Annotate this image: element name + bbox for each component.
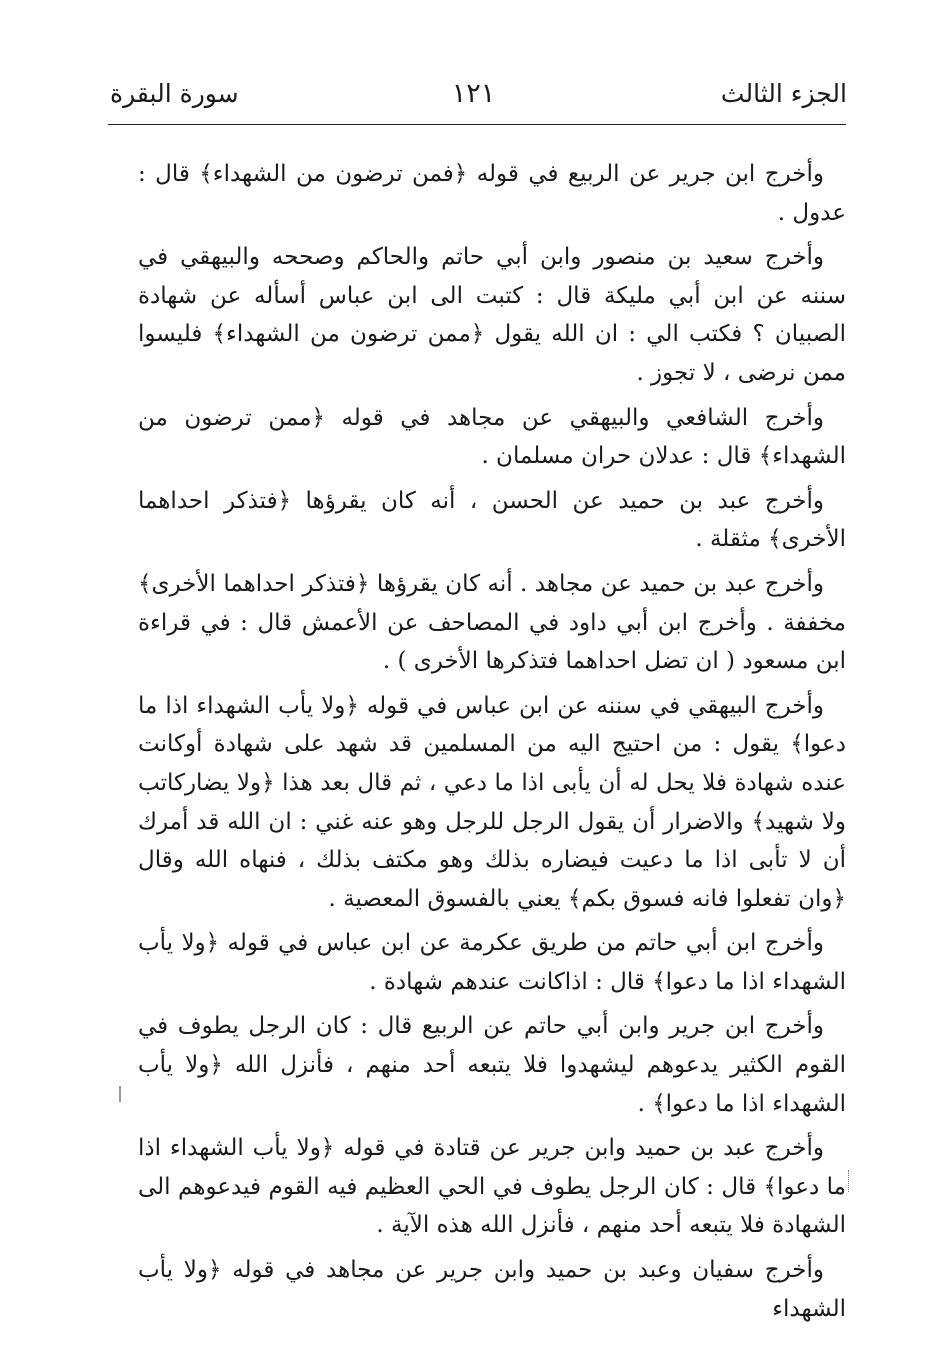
page-body [138, 155, 846, 1334]
paragraph-4: وأخرج عبد بن حميد عن الحسن ، أنه كان يقرؤها ﴿فتذكر احداهما الأخرى﴾ مثقلة . [138, 487, 846, 553]
paragraph-10: وأخرج سفيان وعبد بن حميد وابن جرير عن مجاهد في قوله ﴿ولا يأب الشهداء [138, 1257, 846, 1322]
page-number: ١٢١ [451, 78, 496, 109]
scan-margin-mark [119, 1086, 121, 1102]
paragraph-5: وأخرج عبد بن حميد عن مجاهد . أنه كان يقرؤها ﴿فتذكر احداهما الأخرى﴾ مخففة . وأخرج ابن أبي داود في المصاحف عن الأعمش قال : في قراءة ابن مسعود ( ان تضل احداهما فتذكرها الأخرى ) . [138, 570, 846, 675]
paragraph-6: وأخرج البيهقي في سننه عن ابن عباس في قوله ﴿ولا يأب الشهداء اذا ما دعوا﴾ يقول : من احتيج اليه من المسلمين قد شهد على شهادة أوكانت عنده شهادة فلا يحل له أن يأبى اذا ما دعي ، ثم قال بعد هذا ﴿ولا يضاركاتب ولا شهيد﴾ والاضرار أن يقول الرجل للرجل وهو عنه غني : ان الله قد أمرك أن لا تأبى اذا ما دعيت فيضاره بذلك وهو مكتف بذلك ، فنهاه الله وقال ﴿وان تفعلوا فانه فسوق بكم﴾ يعني بالفسوق المعصية . [138, 692, 846, 912]
running-header-surah: سورة البقرة [110, 79, 239, 108]
paragraph-3: وأخرج الشافعي والبيهقي عن مجاهد في قوله ﴿ممن ترضون من الشهداء﴾ قال : عدلان حران مسلمان . [138, 404, 846, 470]
header-rule [108, 124, 846, 125]
scan-margin-dots [848, 1170, 852, 1192]
paragraph-7: وأخرج ابن أبي حاتم من طريق عكرمة عن ابن عباس في قوله ﴿ولا يأب الشهداء اذا ما دعوا﴾ قال : اذاكانت عندهم شهادة . [138, 930, 846, 995]
paragraph-9: وأخرج عبد بن حميد وابن جرير عن قتادة في قوله ﴿ولا يأب الشهداء اذا ما دعوا﴾ قال : كان الرجل يطوف في الحي العظيم فيه القوم فيدعوهم الى الشهادة فلا يتبعه أحد منهم ، فأنزل الله هذه الآية . [138, 1135, 846, 1239]
paragraph-8: وأخرج ابن جرير وابن أبي حاتم عن الربيع قال : كان الرجل يطوف في القوم الكثير يدعوهم ليشهدوا فلا يتبعه أحد منهم ، فأنزل الله ﴿ولا يأب الشهداء اذا ما دعوا﴾ . [138, 1013, 846, 1117]
paragraph-2: وأخرج سعيد بن منصور وابن أبي حاتم والحاكم وصححه والبيهقي في سننه عن ابن أبي مليكة قال : كتبت الى ابن عباس أسأله عن شهادة الصبيان ؟ فكتب الي : ان الله يقول ﴿ممن ترضون من الشهداء﴾ فليسوا ممن نرضى ، لا تجوز . [138, 244, 846, 386]
paragraph-1: وأخرج ابن جرير عن الربيع في قوله ﴿فمن ترضون من الشهداء﴾ قال : عدول . [138, 161, 846, 226]
running-header-part: الجزء الثالث [720, 79, 847, 108]
